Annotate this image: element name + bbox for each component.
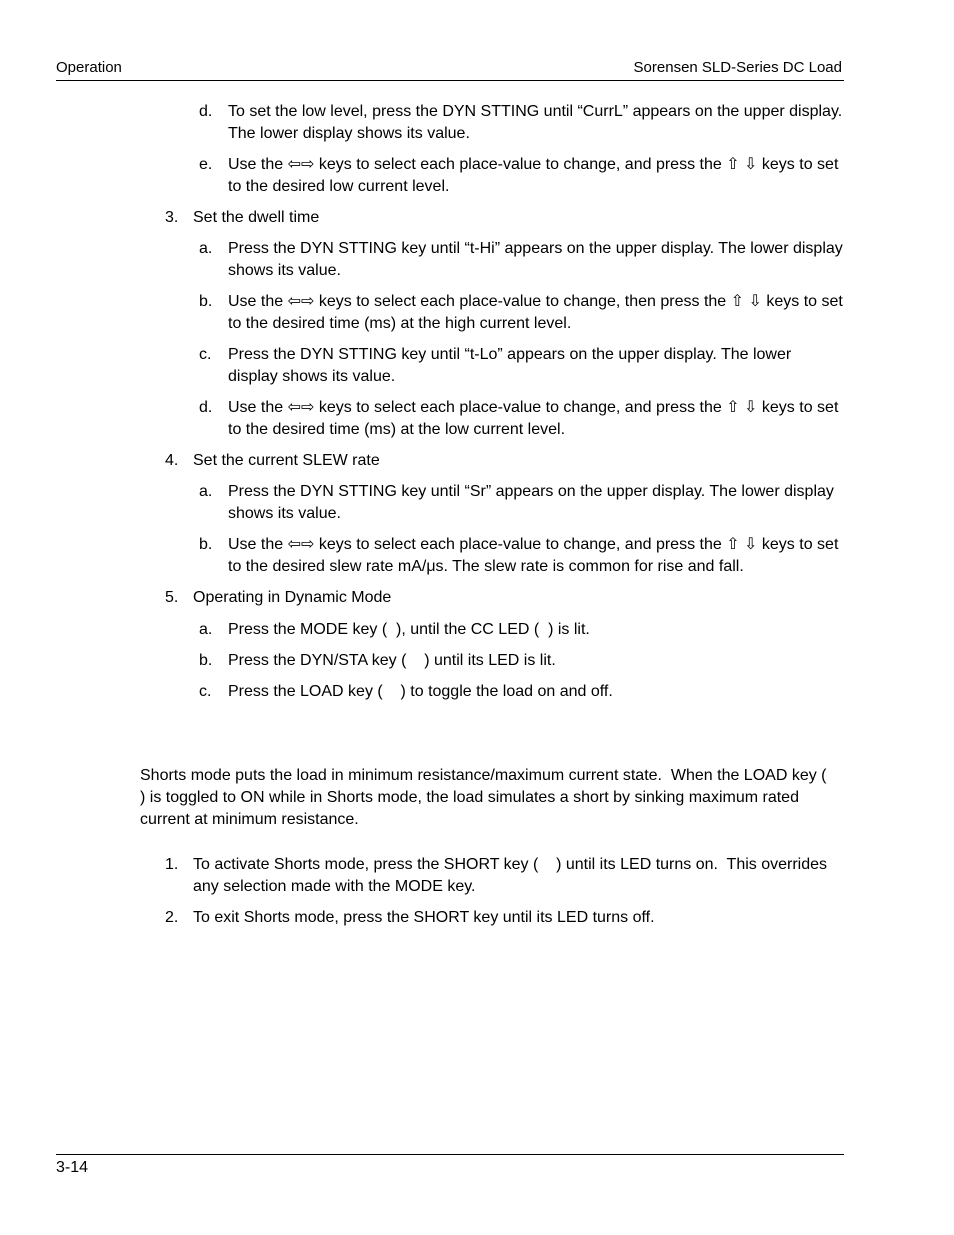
- list-marker: d.: [199, 399, 213, 416]
- page-header: [56, 58, 844, 81]
- list-marker: b.: [199, 536, 213, 553]
- step-title: Operating in Dynamic Mode: [193, 589, 392, 606]
- header-section-title: Operation: [56, 59, 122, 76]
- list-item: Use the ⇦⇨ keys to select each place-value to change, then press the ⇧ ⇩ keys to set to the desired time (ms) at the high current level.: [228, 293, 843, 332]
- list-marker: a.: [199, 483, 213, 500]
- list-item: Press the DYN STTING key until “Sr” appears on the upper display. The lower display shows its value.: [228, 483, 834, 522]
- list-marker: d.: [199, 103, 213, 120]
- step-number: 3.: [165, 209, 179, 226]
- step-title: Set the dwell time: [193, 209, 320, 226]
- list-item: To activate Shorts mode, press the SHORT key ( ) until its LED turns on. This overrides any selection made with the MODE key.: [193, 856, 832, 895]
- step-number: 5.: [165, 589, 179, 606]
- list-marker: a.: [199, 240, 213, 257]
- step-title: Set the current SLEW rate: [193, 452, 380, 469]
- footer-rule: [56, 1154, 844, 1155]
- list-marker: e.: [199, 156, 213, 173]
- page-number: 3-14: [56, 1159, 89, 1176]
- list-item: Press the DYN STTING key until “t-Hi” appears on the upper display. The lower display shows its value.: [228, 240, 843, 279]
- shorts-mode-paragraph: Shorts mode puts the load in minimum resistance/maximum current state. When the LOAD key ( ) is toggled to ON while in Shorts mode, the load simulates a short by sinking maximum rated current at minimum resistance.: [140, 767, 845, 828]
- list-item: Press the MODE key ( ), until the CC LED ( ) is lit.: [228, 621, 590, 638]
- list-item: To exit Shorts mode, press the SHORT key until its LED turns off.: [193, 909, 655, 926]
- step-number: 2.: [165, 909, 179, 926]
- list-marker: c.: [199, 346, 212, 363]
- list-item: Use the ⇦⇨ keys to select each place-value to change, and press the ⇧ ⇩ keys to set to the desired low current level.: [228, 156, 839, 195]
- list-marker: a.: [199, 621, 213, 638]
- list-marker: b.: [199, 652, 213, 669]
- list-item: To set the low level, press the DYN STTING until “CurrL” appears on the upper display. The lower display shows its value.: [228, 103, 843, 142]
- list-marker: c.: [199, 683, 212, 700]
- list-item: Press the LOAD key ( ) to toggle the load on and off.: [228, 683, 613, 700]
- list-item: Press the DYN/STA key ( ) until its LED is lit.: [228, 652, 556, 669]
- step-number: 1.: [165, 856, 179, 873]
- list-marker: b.: [199, 293, 213, 310]
- list-item: Use the ⇦⇨ keys to select each place-value to change, and press the ⇧ ⇩ keys to set to the desired slew rate mA/μs. The slew rate is common for rise and fall.: [228, 536, 839, 575]
- list-item: Use the ⇦⇨ keys to select each place-value to change, and press the ⇧ ⇩ keys to set to the desired time (ms) at the low current level.: [228, 399, 839, 438]
- list-item: Press the DYN STTING key until “t-Lo” appears on the upper display. The lower display shows its value.: [228, 346, 792, 385]
- step-number: 4.: [165, 452, 179, 469]
- header-document-title: Sorensen SLD-Series DC Load: [633, 59, 842, 76]
